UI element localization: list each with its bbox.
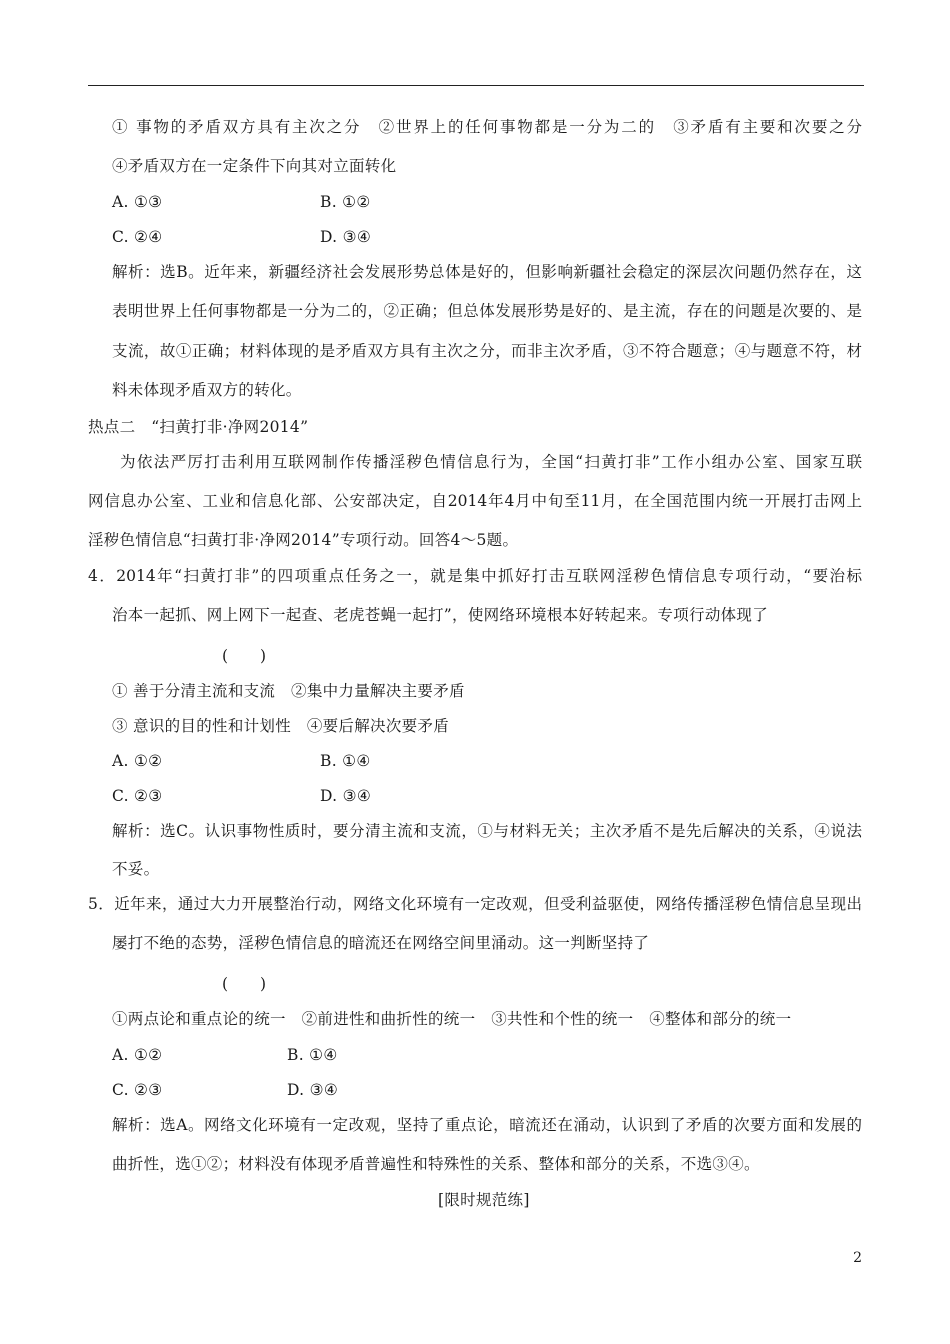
q4-stem-line1: 4．2014年“扫黄打非”的四项重点任务之一，就是集中抓好打击互联网淫秽色情信息专项行动，“要治标 — [88, 567, 862, 585]
q4-choice-c: C. ②③ — [112, 787, 163, 805]
q4-options-line1: ① 善于分清主流和支流 ②集中力量解决主要矛盾 — [112, 682, 465, 700]
header-rule — [88, 85, 864, 86]
q4-answer-blank: ( ) — [222, 647, 267, 665]
q3-options-line1: ① 事物的矛盾双方具有主次之分 ②世界上的任何事物都是一分为二的 ③矛盾有主要和次要之分 — [112, 118, 862, 136]
q5-choice-b: B. ①④ — [287, 1046, 338, 1064]
q4-analysis-line1: 解析：选C。认识事物性质时，要分清主流和支流，①与材料无关；主次矛盾不是先后解决的关系，④说法 — [112, 822, 862, 840]
hotspot-intro-line2: 网信息办公室、工业和信息化部、公安部决定，自2014年4月中旬至11月，在全国范围内统一开展打击网上 — [88, 492, 862, 510]
q3-options-line2: ④矛盾双方在一定条件下向其对立面转化 — [112, 157, 397, 175]
hotspot-intro-line3: 淫秽色情信息“扫黄打非·净网2014”专项行动。回答4～5题。 — [88, 531, 519, 549]
q4-options-line2: ③ 意识的目的性和计划性 ④要后解决次要矛盾 — [112, 717, 450, 735]
q5-stem-line1: 5．近年来，通过大力开展整治行动，网络文化环境有一定改观，但受利益驱使，网络传播淫秽色情信息呈现出 — [88, 895, 862, 913]
section-title: [限时规范练] — [438, 1191, 530, 1209]
hotspot-intro-line1: 为依法严厉打击利用互联网制作传播淫秽色情信息行为，全国“扫黄打非”工作小组办公室、国家互联 — [120, 453, 862, 471]
q4-choice-d: D. ③④ — [320, 787, 372, 805]
q3-choice-c: C. ②④ — [112, 228, 163, 246]
q5-analysis-line2: 曲折性，选①②；材料没有体现矛盾普遍性和特殊性的关系、整体和部分的关系，不选③④。 — [112, 1155, 760, 1173]
q5-choice-a: A. ①② — [112, 1046, 163, 1064]
q3-analysis-line1: 解析：选B。近年来，新疆经济社会发展形势总体是好的，但影响新疆社会稳定的深层次问题仍然存在，这 — [112, 263, 862, 281]
q3-choice-d: D. ③④ — [320, 228, 372, 246]
page-number: 2 — [853, 1250, 862, 1266]
q5-choice-c: C. ②③ — [112, 1081, 163, 1099]
hotspot-heading: 热点二 “扫黄打非·净网2014” — [88, 418, 309, 436]
q3-choice-a: A. ①③ — [112, 193, 163, 211]
q3-analysis-line3: 支流，故①正确；材料体现的是矛盾双方具有主次之分，而非主次矛盾，③不符合题意；④与题意不符，材 — [112, 342, 862, 360]
q4-choice-a: A. ①② — [112, 752, 163, 770]
q3-analysis-line4: 料未体现矛盾双方的转化。 — [112, 381, 302, 399]
q5-stem-line2: 屡打不绝的态势，淫秽色情信息的暗流还在网络空间里涌动。这一判断坚持了 — [112, 934, 650, 952]
q4-choice-b: B. ①④ — [320, 752, 371, 770]
q5-options-line: ①两点论和重点论的统一 ②前进性和曲折性的统一 ③共性和个性的统一 ④整体和部分的统一 — [112, 1010, 792, 1028]
q3-choice-b: B. ①② — [320, 193, 371, 211]
q5-analysis-line1: 解析：选A。网络文化环境有一定改观，坚持了重点论，暗流还在涌动，认识到了矛盾的次要方面和发展的 — [112, 1116, 862, 1134]
q4-analysis-line2: 不妥。 — [112, 860, 160, 878]
q3-analysis-line2: 表明世界上任何事物都是一分为二的，②正确；但总体发展形势是好的、是主流，存在的问题是次要的、是 — [112, 302, 862, 320]
q4-stem-line2: 治本一起抓、网上网下一起查、老虎苍蝇一起打”，使网络环境根本好转起来。专项行动体现了 — [112, 606, 769, 624]
q5-choice-d: D. ③④ — [287, 1081, 339, 1099]
q5-answer-blank: ( ) — [222, 975, 267, 993]
